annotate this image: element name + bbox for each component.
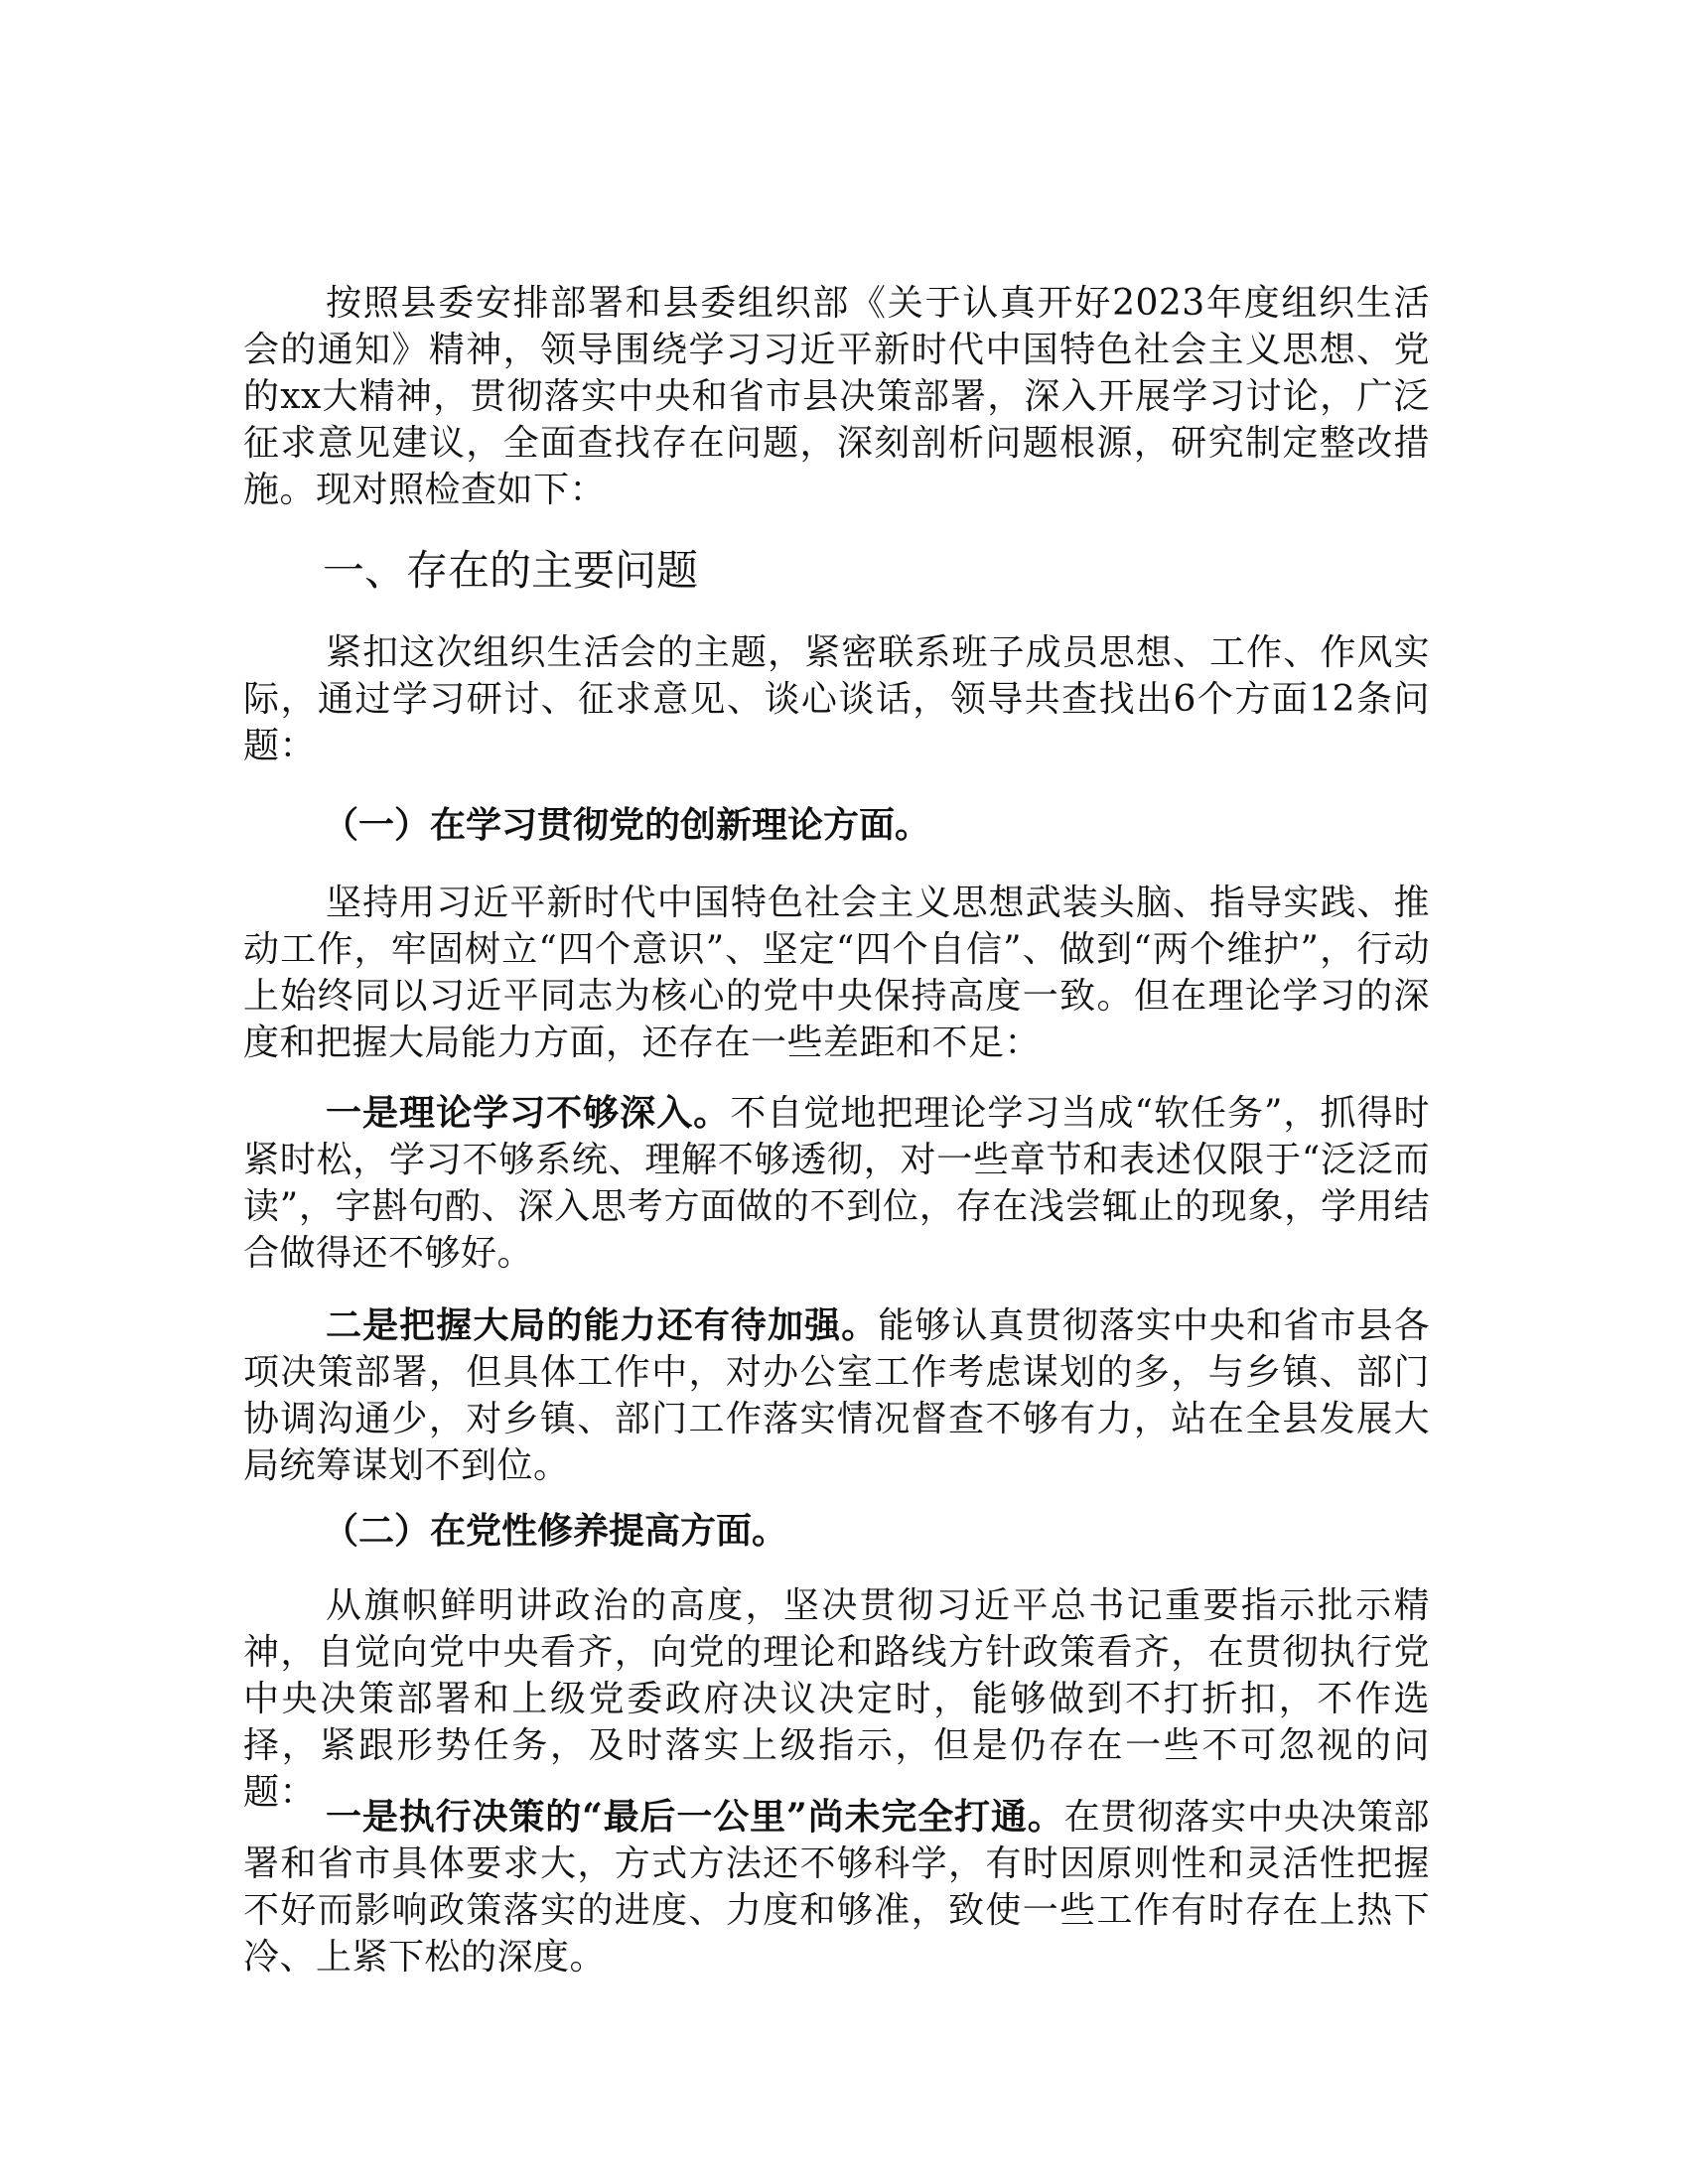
- item1-lead: 一是理论学习不够深入。: [326, 1092, 731, 1134]
- section1-intro-paragraph: 紧扣这次组织生活会的主题，紧密联系班子成员思想、工作、作风实际，通过学习研讨、征求意见、谈心谈话，领导共查找出6个方面12条问题：: [243, 632, 1430, 766]
- subsection1-item1-paragraph: [243, 1090, 1430, 1277]
- subsection2-body-paragraph: 从旗帜鲜明讲政治的高度，坚决贯彻习近平总书记重要指示批示精神，自觉向党中央看齐，向党的理论和路线方针政策看齐，在贯彻执行党中央决策部署和上级党委政府决议决定时，能够做到不打折扣，不作选择，紧跟形势任务，及时落实上级指示，但是仍存在一些不可忽视的问题：: [243, 1585, 1430, 1813]
- subsection2-item1-paragraph: [243, 1794, 1430, 1980]
- intro-paragraph: 按照县委安排部署和县委组织部《关于认真开好2023年度组织生活会的通知》精神，领导围绕学习习近平新时代中国特色社会主义思想、党的xx大精神，贯彻落实中央和省市县决策部署，深入开展学习讨论，广泛征求意见建议，全面查找存在问题，深刻剖析问题根源，研究制定整改措施。现对照检查如下：: [243, 283, 1430, 510]
- item2-lead: 二是把握大局的能力还有待加强。: [326, 1304, 879, 1346]
- sub2-item1-text: 在贯彻落实中央决策部署和省市具体要求大，方式方法还不够科学，有时因原则性和灵活性把握不好而影响政策落实的进度、力度和够准，致使一些工作有时存在上热下冷、上紧下松的深度。: [243, 1797, 1430, 1978]
- subsection1-item2-paragraph: [243, 1302, 1430, 1489]
- sub2-item1-lead: 一是执行决策的“最后一公里”尚未完全打通。: [326, 1796, 1064, 1838]
- subsection1-body-paragraph: 坚持用习近平新时代中国特色社会主义思想武装头脑、指导实践、推动工作，牢固树立“四个意识”、坚定“四个自信”、做到“两个维护”，行动上始终同以习近平同志为核心的党中央保持高度一致。但在理论学习的深度和把握大局能力方面，还存在一些差距和不足：: [243, 883, 1430, 1063]
- subsection-heading-2: （二）在党性修养提高方面。: [323, 1510, 788, 1552]
- item2-text: 能够认真贯彻落实中央和省市县各项决策部署，但具体工作中，对办公室工作考虑谋划的多，与乡镇、部门协调沟通少，对乡镇、部门工作落实情况督查不够有力，站在全县发展大局统筹谋划不到位。: [243, 1305, 1430, 1486]
- item1-text: 不自觉地把理论学习当成“软任务”，抓得时紧时松，学习不够系统、理解不够透彻，对一些章节和表述仅限于“泛泛而读”，字斟句酌、深入思考方面做的不到位，存在浅尝辄止的现象，学用结合做得还不够好。: [243, 1093, 1430, 1274]
- section-heading-1: 一、存在的主要问题: [323, 546, 699, 595]
- subsection-heading-1: （一）在学习贯彻党的创新理论方面。: [323, 804, 931, 846]
